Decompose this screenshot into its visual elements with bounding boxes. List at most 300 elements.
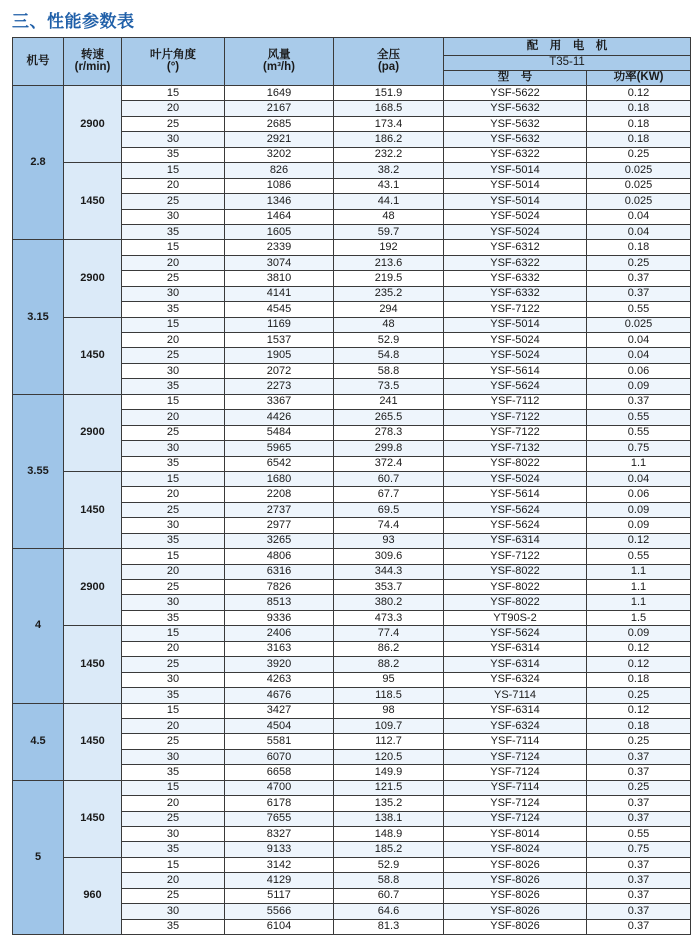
blade-angle-cell: 30 bbox=[122, 595, 225, 610]
blade-angle-cell: 35 bbox=[122, 610, 225, 625]
pressure-cell: 192 bbox=[334, 240, 444, 255]
motor-power-cell: 0.25 bbox=[587, 255, 691, 270]
pressure-cell: 88.2 bbox=[334, 657, 444, 672]
table-row bbox=[13, 240, 691, 255]
pressure-cell: 135.2 bbox=[334, 796, 444, 811]
speed-cell: 1450 bbox=[64, 163, 122, 240]
motor-power-cell: 0.25 bbox=[587, 688, 691, 703]
blade-angle-cell: 25 bbox=[122, 425, 225, 440]
pressure-cell: 44.1 bbox=[334, 194, 444, 209]
motor-power-cell: 0.18 bbox=[587, 240, 691, 255]
airflow-cell: 2339 bbox=[225, 240, 334, 255]
blade-angle-cell: 15 bbox=[122, 394, 225, 409]
motor-power-cell: 0.55 bbox=[587, 549, 691, 564]
blade-angle-cell: 25 bbox=[122, 734, 225, 749]
motor-model-cell: YSF-5614 bbox=[444, 363, 587, 378]
blade-angle-cell: 20 bbox=[122, 333, 225, 348]
table-body bbox=[13, 86, 691, 935]
airflow-cell: 1905 bbox=[225, 348, 334, 363]
blade-angle-cell: 20 bbox=[122, 410, 225, 425]
airflow-cell: 4676 bbox=[225, 688, 334, 703]
speed-cell: 2900 bbox=[64, 86, 122, 163]
pressure-cell: 69.5 bbox=[334, 502, 444, 517]
motor-model-cell: YSF-5632 bbox=[444, 101, 587, 116]
airflow-cell: 4129 bbox=[225, 873, 334, 888]
motor-model-cell: YSF-7114 bbox=[444, 734, 587, 749]
airflow-cell: 2685 bbox=[225, 116, 334, 131]
motor-model-cell: YSF-5024 bbox=[444, 348, 587, 363]
motor-model-cell: YSF-7122 bbox=[444, 425, 587, 440]
airflow-cell: 7655 bbox=[225, 811, 334, 826]
blade-angle-cell: 30 bbox=[122, 827, 225, 842]
blade-angle-cell: 25 bbox=[122, 194, 225, 209]
motor-power-cell: 1.5 bbox=[587, 610, 691, 625]
airflow-cell: 6542 bbox=[225, 456, 334, 471]
motor-power-cell: 0.09 bbox=[587, 518, 691, 533]
table-row bbox=[13, 471, 691, 486]
machine-no-cell: 4 bbox=[13, 549, 64, 703]
motor-model-cell: YSF-8022 bbox=[444, 564, 587, 579]
motor-power-cell: 0.25 bbox=[587, 780, 691, 795]
pressure-cell: 186.2 bbox=[334, 132, 444, 147]
blade-angle-cell: 25 bbox=[122, 888, 225, 903]
motor-model-cell: YSF-8026 bbox=[444, 873, 587, 888]
motor-power-cell: 0.75 bbox=[587, 441, 691, 456]
motor-power-cell: 0.18 bbox=[587, 116, 691, 131]
header-motor-group: 配 用 电 机 bbox=[444, 38, 691, 56]
pressure-cell: 265.5 bbox=[334, 410, 444, 425]
motor-model-cell: YSF-6322 bbox=[444, 255, 587, 270]
airflow-cell: 4263 bbox=[225, 672, 334, 687]
pressure-cell: 95 bbox=[334, 672, 444, 687]
motor-model-cell: YSF-5024 bbox=[444, 209, 587, 224]
header-pressure: 全压 (pa) bbox=[334, 38, 444, 86]
airflow-cell: 5581 bbox=[225, 734, 334, 749]
speed-cell: 1450 bbox=[64, 317, 122, 394]
header-airflow: 风量 (m³/h) bbox=[225, 38, 334, 86]
pressure-cell: 120.5 bbox=[334, 749, 444, 764]
motor-power-cell: 0.37 bbox=[587, 873, 691, 888]
blade-angle-cell: 15 bbox=[122, 163, 225, 178]
blade-angle-cell: 30 bbox=[122, 132, 225, 147]
blade-angle-cell: 15 bbox=[122, 471, 225, 486]
motor-power-cell: 0.55 bbox=[587, 425, 691, 440]
motor-model-cell: YSF-8026 bbox=[444, 857, 587, 872]
motor-model-cell: YSF-6324 bbox=[444, 672, 587, 687]
motor-power-cell: 0.37 bbox=[587, 765, 691, 780]
pressure-cell: 109.7 bbox=[334, 718, 444, 733]
pressure-cell: 294 bbox=[334, 302, 444, 317]
airflow-cell: 2072 bbox=[225, 363, 334, 378]
motor-model-cell: YSF-8026 bbox=[444, 888, 587, 903]
blade-angle-cell: 25 bbox=[122, 271, 225, 286]
pressure-cell: 48 bbox=[334, 317, 444, 332]
airflow-cell: 1649 bbox=[225, 86, 334, 101]
motor-power-cell: 0.37 bbox=[587, 271, 691, 286]
motor-model-cell: YSF-5014 bbox=[444, 178, 587, 193]
blade-angle-cell: 35 bbox=[122, 919, 225, 934]
pressure-cell: 173.4 bbox=[334, 116, 444, 131]
motor-power-cell: 0.37 bbox=[587, 904, 691, 919]
pressure-cell: 77.4 bbox=[334, 626, 444, 641]
blade-angle-cell: 20 bbox=[122, 796, 225, 811]
motor-model-cell: YSF-5024 bbox=[444, 224, 587, 239]
blade-angle-cell: 35 bbox=[122, 456, 225, 471]
table-header bbox=[13, 38, 691, 86]
motor-power-cell: 0.06 bbox=[587, 487, 691, 502]
pressure-cell: 232.2 bbox=[334, 147, 444, 162]
table-row bbox=[13, 857, 691, 872]
motor-power-cell: 0.37 bbox=[587, 394, 691, 409]
airflow-cell: 2977 bbox=[225, 518, 334, 533]
motor-model-cell: YSF-7124 bbox=[444, 811, 587, 826]
motor-power-cell: 1.1 bbox=[587, 595, 691, 610]
table-row bbox=[13, 626, 691, 641]
airflow-cell: 1680 bbox=[225, 471, 334, 486]
table-row bbox=[13, 86, 691, 101]
motor-power-cell: 0.37 bbox=[587, 888, 691, 903]
pressure-cell: 241 bbox=[334, 394, 444, 409]
pressure-cell: 67.7 bbox=[334, 487, 444, 502]
blade-angle-cell: 35 bbox=[122, 533, 225, 548]
pressure-cell: 148.9 bbox=[334, 827, 444, 842]
airflow-cell: 826 bbox=[225, 163, 334, 178]
motor-power-cell: 0.09 bbox=[587, 626, 691, 641]
speed-cell: 2900 bbox=[64, 549, 122, 626]
header-blade-angle: 叶片角度 (°) bbox=[122, 38, 225, 86]
airflow-cell: 5965 bbox=[225, 441, 334, 456]
motor-model-cell: YSF-8024 bbox=[444, 842, 587, 857]
airflow-cell: 4141 bbox=[225, 286, 334, 301]
blade-angle-cell: 30 bbox=[122, 286, 225, 301]
blade-angle-cell: 15 bbox=[122, 703, 225, 718]
speed-cell: 1450 bbox=[64, 703, 122, 780]
blade-angle-cell: 35 bbox=[122, 379, 225, 394]
airflow-cell: 4504 bbox=[225, 718, 334, 733]
airflow-cell: 6658 bbox=[225, 765, 334, 780]
motor-model-cell: YSF-5014 bbox=[444, 194, 587, 209]
blade-angle-cell: 25 bbox=[122, 580, 225, 595]
motor-power-cell: 0.37 bbox=[587, 749, 691, 764]
pressure-cell: 38.2 bbox=[334, 163, 444, 178]
blade-angle-cell: 15 bbox=[122, 857, 225, 872]
motor-model-cell: YSF-7122 bbox=[444, 302, 587, 317]
motor-model-cell: YSF-7122 bbox=[444, 549, 587, 564]
speed-cell: 1450 bbox=[64, 780, 122, 857]
airflow-cell: 5484 bbox=[225, 425, 334, 440]
blade-angle-cell: 25 bbox=[122, 811, 225, 826]
pressure-cell: 43.1 bbox=[334, 178, 444, 193]
motor-model-cell: YSF-5632 bbox=[444, 132, 587, 147]
motor-model-cell: YSF-5622 bbox=[444, 86, 587, 101]
airflow-cell: 3367 bbox=[225, 394, 334, 409]
motor-model-cell: YSF-5632 bbox=[444, 116, 587, 131]
airflow-cell: 8513 bbox=[225, 595, 334, 610]
motor-power-cell: 0.55 bbox=[587, 302, 691, 317]
pressure-cell: 86.2 bbox=[334, 641, 444, 656]
motor-model-cell: YSF-5624 bbox=[444, 379, 587, 394]
airflow-cell: 2921 bbox=[225, 132, 334, 147]
speed-cell: 1450 bbox=[64, 471, 122, 548]
blade-angle-cell: 25 bbox=[122, 348, 225, 363]
airflow-cell: 1464 bbox=[225, 209, 334, 224]
header-power: 功率(KW) bbox=[587, 71, 691, 86]
pressure-cell: 372.4 bbox=[334, 456, 444, 471]
motor-model-cell: YSF-6332 bbox=[444, 286, 587, 301]
blade-angle-cell: 25 bbox=[122, 116, 225, 131]
motor-power-cell: 0.55 bbox=[587, 827, 691, 842]
motor-power-cell: 0.04 bbox=[587, 209, 691, 224]
airflow-cell: 1605 bbox=[225, 224, 334, 239]
airflow-cell: 2273 bbox=[225, 379, 334, 394]
motor-model-cell: YSF-6312 bbox=[444, 240, 587, 255]
motor-model-cell: YSF-6314 bbox=[444, 703, 587, 718]
motor-model-cell: YSF-7124 bbox=[444, 749, 587, 764]
pressure-cell: 299.8 bbox=[334, 441, 444, 456]
blade-angle-cell: 35 bbox=[122, 688, 225, 703]
motor-power-cell: 0.04 bbox=[587, 224, 691, 239]
motor-power-cell: 0.25 bbox=[587, 147, 691, 162]
motor-power-cell: 0.12 bbox=[587, 703, 691, 718]
blade-angle-cell: 20 bbox=[122, 718, 225, 733]
airflow-cell: 5117 bbox=[225, 888, 334, 903]
pressure-cell: 138.1 bbox=[334, 811, 444, 826]
pressure-cell: 112.7 bbox=[334, 734, 444, 749]
header-machine-no: 机号 bbox=[13, 38, 64, 86]
motor-power-cell: 0.04 bbox=[587, 471, 691, 486]
motor-model-cell: YSF-6324 bbox=[444, 718, 587, 733]
motor-power-cell: 0.09 bbox=[587, 502, 691, 517]
motor-power-cell: 0.025 bbox=[587, 178, 691, 193]
airflow-cell: 6178 bbox=[225, 796, 334, 811]
speed-cell: 1450 bbox=[64, 626, 122, 703]
airflow-cell: 3142 bbox=[225, 857, 334, 872]
motor-power-cell: 0.18 bbox=[587, 132, 691, 147]
blade-angle-cell: 25 bbox=[122, 657, 225, 672]
motor-power-cell: 1.1 bbox=[587, 564, 691, 579]
motor-model-cell: YSF-7124 bbox=[444, 796, 587, 811]
blade-angle-cell: 15 bbox=[122, 317, 225, 332]
pressure-cell: 344.3 bbox=[334, 564, 444, 579]
blade-angle-cell: 15 bbox=[122, 626, 225, 641]
pressure-cell: 219.5 bbox=[334, 271, 444, 286]
airflow-cell: 2167 bbox=[225, 101, 334, 116]
airflow-cell: 3074 bbox=[225, 255, 334, 270]
blade-angle-cell: 30 bbox=[122, 749, 225, 764]
blade-angle-cell: 20 bbox=[122, 487, 225, 502]
pressure-cell: 52.9 bbox=[334, 857, 444, 872]
pressure-cell: 118.5 bbox=[334, 688, 444, 703]
airflow-cell: 4426 bbox=[225, 410, 334, 425]
motor-model-cell: YSF-6332 bbox=[444, 271, 587, 286]
blade-angle-cell: 20 bbox=[122, 101, 225, 116]
blade-angle-cell: 30 bbox=[122, 672, 225, 687]
airflow-cell: 3427 bbox=[225, 703, 334, 718]
motor-power-cell: 0.18 bbox=[587, 718, 691, 733]
pressure-cell: 64.6 bbox=[334, 904, 444, 919]
blade-angle-cell: 20 bbox=[122, 178, 225, 193]
motor-model-cell: YSF-5014 bbox=[444, 317, 587, 332]
motor-model-cell: YSF-8022 bbox=[444, 456, 587, 471]
pressure-cell: 73.5 bbox=[334, 379, 444, 394]
motor-power-cell: 0.12 bbox=[587, 657, 691, 672]
blade-angle-cell: 30 bbox=[122, 363, 225, 378]
motor-model-cell: YSF-5624 bbox=[444, 518, 587, 533]
motor-model-cell: YSF-5024 bbox=[444, 471, 587, 486]
airflow-cell: 1346 bbox=[225, 194, 334, 209]
blade-angle-cell: 35 bbox=[122, 302, 225, 317]
pressure-cell: 473.3 bbox=[334, 610, 444, 625]
pressure-cell: 235.2 bbox=[334, 286, 444, 301]
airflow-cell: 2208 bbox=[225, 487, 334, 502]
airflow-cell: 4806 bbox=[225, 549, 334, 564]
motor-model-cell: YSF-8026 bbox=[444, 919, 587, 934]
pressure-cell: 168.5 bbox=[334, 101, 444, 116]
blade-angle-cell: 35 bbox=[122, 842, 225, 857]
table-row bbox=[13, 780, 691, 795]
pressure-cell: 59.7 bbox=[334, 224, 444, 239]
blade-angle-cell: 30 bbox=[122, 441, 225, 456]
airflow-cell: 7826 bbox=[225, 580, 334, 595]
pressure-cell: 60.7 bbox=[334, 471, 444, 486]
table-row bbox=[13, 394, 691, 409]
machine-no-cell: 5 bbox=[13, 780, 64, 934]
motor-power-cell: 0.12 bbox=[587, 641, 691, 656]
blade-angle-cell: 35 bbox=[122, 147, 225, 162]
motor-model-cell: YSF-7112 bbox=[444, 394, 587, 409]
airflow-cell: 4700 bbox=[225, 780, 334, 795]
pressure-cell: 52.9 bbox=[334, 333, 444, 348]
blade-angle-cell: 30 bbox=[122, 518, 225, 533]
airflow-cell: 2406 bbox=[225, 626, 334, 641]
motor-power-cell: 0.75 bbox=[587, 842, 691, 857]
airflow-cell: 6104 bbox=[225, 919, 334, 934]
pressure-cell: 58.8 bbox=[334, 873, 444, 888]
speed-cell: 2900 bbox=[64, 240, 122, 317]
speed-cell: 960 bbox=[64, 857, 122, 934]
motor-power-cell: 0.025 bbox=[587, 194, 691, 209]
motor-model-cell: YT90S-2 bbox=[444, 610, 587, 625]
motor-model-cell: YSF-7114 bbox=[444, 780, 587, 795]
speed-cell: 2900 bbox=[64, 394, 122, 471]
airflow-cell: 3202 bbox=[225, 147, 334, 162]
motor-model-cell: YSF-7122 bbox=[444, 410, 587, 425]
motor-power-cell: 0.04 bbox=[587, 348, 691, 363]
motor-model-cell: YSF-5014 bbox=[444, 163, 587, 178]
pressure-cell: 353.7 bbox=[334, 580, 444, 595]
motor-power-cell: 0.09 bbox=[587, 379, 691, 394]
pressure-cell: 151.9 bbox=[334, 86, 444, 101]
motor-model-cell: YSF-5024 bbox=[444, 333, 587, 348]
machine-no-cell: 2.8 bbox=[13, 86, 64, 240]
motor-model-cell: YSF-6314 bbox=[444, 533, 587, 548]
airflow-cell: 5566 bbox=[225, 904, 334, 919]
airflow-cell: 3920 bbox=[225, 657, 334, 672]
motor-model-cell: YSF-8022 bbox=[444, 595, 587, 610]
airflow-cell: 2737 bbox=[225, 502, 334, 517]
motor-model-cell: YSF-5614 bbox=[444, 487, 587, 502]
machine-no-cell: 3.55 bbox=[13, 394, 64, 548]
motor-power-cell: 0.55 bbox=[587, 410, 691, 425]
header-motor-sub: T35-11 bbox=[444, 56, 691, 71]
airflow-cell: 4545 bbox=[225, 302, 334, 317]
motor-power-cell: 0.025 bbox=[587, 163, 691, 178]
motor-power-cell: 0.25 bbox=[587, 734, 691, 749]
pressure-cell: 278.3 bbox=[334, 425, 444, 440]
blade-angle-cell: 30 bbox=[122, 904, 225, 919]
blade-angle-cell: 35 bbox=[122, 224, 225, 239]
motor-model-cell: YSF-7132 bbox=[444, 441, 587, 456]
blade-angle-cell: 15 bbox=[122, 86, 225, 101]
table-row bbox=[13, 163, 691, 178]
airflow-cell: 6316 bbox=[225, 564, 334, 579]
motor-model-cell: YSF-6314 bbox=[444, 657, 587, 672]
header-model: 型 号 bbox=[444, 71, 587, 86]
blade-angle-cell: 15 bbox=[122, 240, 225, 255]
motor-power-cell: 0.12 bbox=[587, 86, 691, 101]
pressure-cell: 93 bbox=[334, 533, 444, 548]
airflow-cell: 1537 bbox=[225, 333, 334, 348]
pressure-cell: 98 bbox=[334, 703, 444, 718]
pressure-cell: 58.8 bbox=[334, 363, 444, 378]
motor-model-cell: YSF-5624 bbox=[444, 502, 587, 517]
blade-angle-cell: 20 bbox=[122, 564, 225, 579]
pressure-cell: 54.8 bbox=[334, 348, 444, 363]
airflow-cell: 3163 bbox=[225, 641, 334, 656]
table-row bbox=[13, 317, 691, 332]
motor-power-cell: 0.025 bbox=[587, 317, 691, 332]
machine-no-cell: 4.5 bbox=[13, 703, 64, 780]
pressure-cell: 149.9 bbox=[334, 765, 444, 780]
motor-power-cell: 0.18 bbox=[587, 101, 691, 116]
airflow-cell: 8327 bbox=[225, 827, 334, 842]
motor-model-cell: YS-7114 bbox=[444, 688, 587, 703]
motor-model-cell: YSF-8022 bbox=[444, 580, 587, 595]
airflow-cell: 9133 bbox=[225, 842, 334, 857]
blade-angle-cell: 30 bbox=[122, 209, 225, 224]
blade-angle-cell: 25 bbox=[122, 502, 225, 517]
motor-power-cell: 0.37 bbox=[587, 857, 691, 872]
performance-table bbox=[12, 37, 691, 935]
pressure-cell: 48 bbox=[334, 209, 444, 224]
blade-angle-cell: 20 bbox=[122, 255, 225, 270]
machine-no-cell: 3.15 bbox=[13, 240, 64, 394]
motor-power-cell: 0.37 bbox=[587, 796, 691, 811]
pressure-cell: 213.6 bbox=[334, 255, 444, 270]
airflow-cell: 3810 bbox=[225, 271, 334, 286]
motor-model-cell: YSF-8026 bbox=[444, 904, 587, 919]
pressure-cell: 121.5 bbox=[334, 780, 444, 795]
airflow-cell: 9336 bbox=[225, 610, 334, 625]
pressure-cell: 380.2 bbox=[334, 595, 444, 610]
motor-model-cell: YSF-8014 bbox=[444, 827, 587, 842]
airflow-cell: 3265 bbox=[225, 533, 334, 548]
pressure-cell: 60.7 bbox=[334, 888, 444, 903]
motor-power-cell: 0.04 bbox=[587, 333, 691, 348]
motor-power-cell: 0.18 bbox=[587, 672, 691, 687]
airflow-cell: 1086 bbox=[225, 178, 334, 193]
blade-angle-cell: 20 bbox=[122, 641, 225, 656]
motor-power-cell: 0.37 bbox=[587, 811, 691, 826]
airflow-cell: 6070 bbox=[225, 749, 334, 764]
pressure-cell: 81.3 bbox=[334, 919, 444, 934]
blade-angle-cell: 15 bbox=[122, 549, 225, 564]
motor-power-cell: 0.06 bbox=[587, 363, 691, 378]
motor-model-cell: YSF-6314 bbox=[444, 641, 587, 656]
pressure-cell: 309.6 bbox=[334, 549, 444, 564]
blade-angle-cell: 20 bbox=[122, 873, 225, 888]
pressure-cell: 74.4 bbox=[334, 518, 444, 533]
